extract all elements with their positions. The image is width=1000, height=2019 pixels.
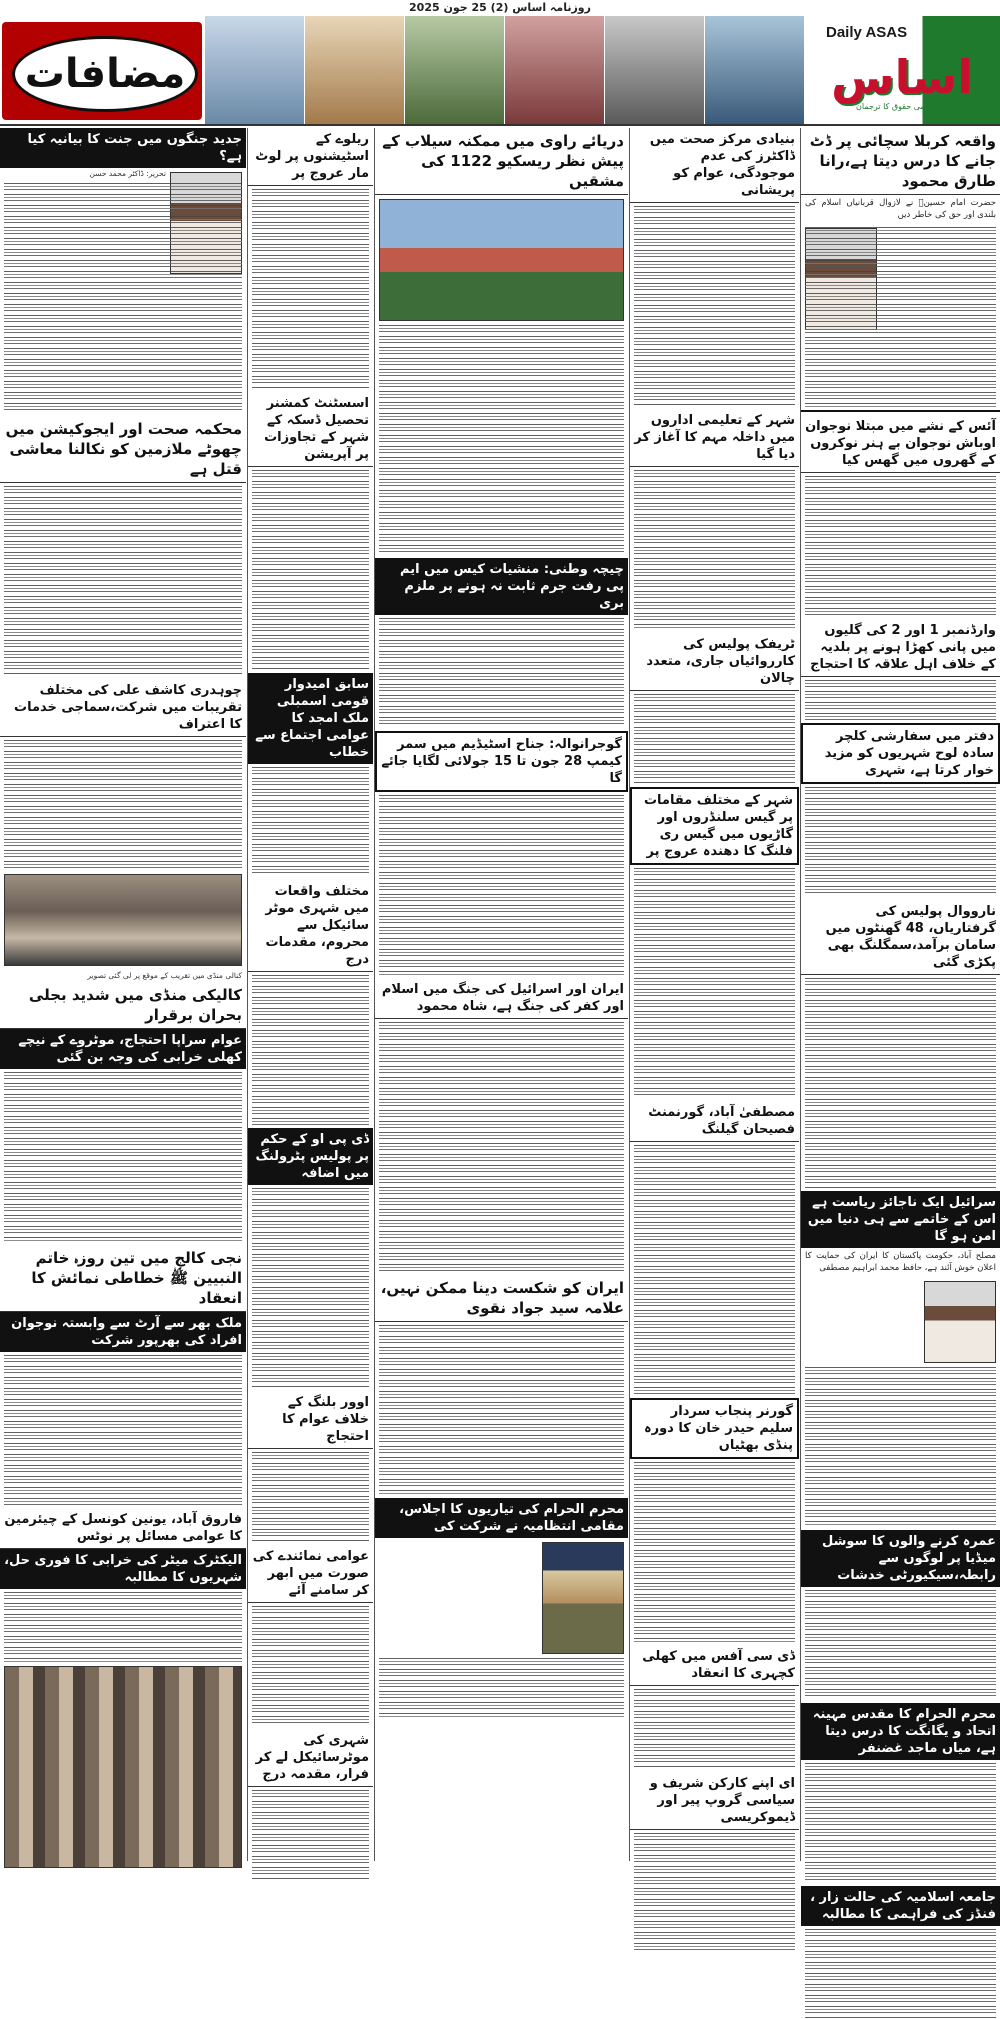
article-text	[379, 795, 624, 975]
column-rule	[247, 128, 248, 1861]
masthead-photo	[504, 16, 604, 124]
subheadline: مصلح آباد، حکومت پاکستان کا ایران کی حمایت کا اعلان خوش آئند ہے، حافظ محمد ابراہیم مصطفی	[805, 1251, 996, 1273]
article-text	[252, 1188, 369, 1388]
article-text	[379, 1325, 624, 1495]
headline: عمرہ کرنے والوں کا سوشل میڈیا پر لوگوں سے رابطہ،سیکیورٹی خدشات	[801, 1530, 1000, 1587]
article-text	[379, 618, 624, 728]
article-text	[4, 183, 242, 413]
headline: وارڈنمبر 1 اور 2 کی گلیوں میں پانی کھڑا ہونے پر بلدیہ کے خلاف اہل علاقہ کا احتجاج	[801, 619, 1000, 677]
headline: بنیادی مرکز صحت میں ڈاکٹرز کی عدم موجودگی، عوام کو پریشانی	[630, 128, 799, 203]
subheadline: حضرت امام حسینؓ نے لازوال قربانیاں اسلام کی بلندی اور حق کی خاطر دیں	[805, 198, 996, 220]
group-photo	[4, 874, 242, 966]
headline: گوجرانوالہ: جناح اسٹیڈیم میں سمر کیمپ 28 جون تا 15 جولائی لگایا جائے گا	[375, 731, 628, 792]
masthead-photo	[404, 16, 504, 124]
article-text	[379, 325, 624, 555]
column-3	[375, 128, 628, 1861]
article-text	[4, 740, 242, 870]
section-title-oval	[12, 36, 198, 112]
article-text	[4, 1592, 242, 1662]
brand-tagline: عوامی حقوق کا ترجمان	[856, 102, 936, 111]
article-text	[634, 1462, 795, 1642]
headline: محکمہ صحت اور ایجوکیشن میں چھوٹے ملازمین کو نکالنا معاشی قتل ہے	[0, 416, 246, 483]
headline: نجی کالج میں تین روزہ خاتم النبیین ﷺ خطاطی نمائش کا انعقاد	[0, 1245, 246, 1312]
newspaper-page	[0, 128, 1000, 1922]
headline: ملک بھر سے آرٹ سے وابستہ نوجوان افراد کی بھرپور شرکت	[0, 1312, 246, 1352]
divider	[801, 410, 1000, 412]
headline: اسسٹنٹ کمشنر تحصیل ڈسکہ کے شہر کے تجاوزات پر آپریشن	[248, 392, 373, 467]
masthead	[0, 16, 1000, 126]
byline: تحریر: ڈاکٹر محمد حسن	[89, 169, 166, 178]
article-text	[252, 1452, 369, 1542]
headline: نارووال پولیس کی گرفتاریاں، 48 گھنٹوں میں سامان برآمد،سمگلنگ بھی پکڑی گئی	[801, 900, 1000, 975]
article-text	[4, 486, 242, 676]
article-text	[634, 1833, 795, 1953]
article-text	[805, 1367, 996, 1527]
column-rule	[800, 128, 801, 1861]
headline: واقعہ کربلا سچائی پر ڈٹ جانے کا درس دیتا ہے،رانا طارق محمود	[801, 128, 1000, 195]
article-text	[634, 206, 795, 406]
headline: چوہدری کاشف علی کی مختلف تقریبات میں شرکت،سماجی خدمات کا اعتراف	[0, 679, 246, 737]
section-title-box	[2, 22, 202, 120]
headline: عوام سراپا احتجاج، موٹروے کے نیچے کھلی خرابی کی وجہ بن گئی	[0, 1029, 246, 1069]
article-text	[252, 975, 369, 1125]
column-4	[248, 128, 373, 1861]
column-1	[801, 128, 1000, 1922]
brand-en: Daily ASAS	[826, 24, 908, 41]
column-rule	[629, 128, 630, 1861]
article-text	[379, 1658, 624, 1718]
article-text	[634, 868, 795, 1098]
article-text	[805, 476, 996, 616]
headline: چیچہ وطنی: منشیات کیس میں ایم پی رفت جرم ثابت نہ ہونے پر ملزم بری	[375, 558, 628, 615]
article-text	[252, 767, 369, 877]
headline: محرم الحرام کا مقدس مہینہ اتحاد و یگانگت کا درس دیتا ہے، میاں ماجد غضنفر	[801, 1703, 1000, 1760]
article-text	[805, 1763, 996, 1883]
headline: مصطفیٰ آباد، گورنمنٹ فصیحان گیلنگ	[630, 1101, 799, 1142]
headline: جامعہ اسلامیہ کی حالت زار ، فنڈز کی فراہمی کا مطالبہ	[801, 1886, 1000, 1926]
headline: محرم الحرام کی تیاریوں کا اجلاس، مقامی انتظامیہ نے شرکت کی	[375, 1498, 628, 1538]
headline: شہری کی موٹرسائیکل لے کر فرار، مقدمہ درج	[248, 1729, 373, 1787]
headline: آئس کے نشے میں مبتلا نوجوان اوباش نوجوان بے ہنر نوکروں کے گھروں میں گھس کیا	[801, 415, 1000, 473]
group-photo	[4, 1666, 242, 1868]
headline: دریائے راوی میں ممکنہ سیلاب کے پیش نظر ریسکیو 1122 کی مشقیں	[375, 128, 628, 195]
headline: شہر کے مختلف مقامات پر گیس سلنڈروں اور گاڑیوں میں گیس ری فلنگ کا دھندہ عروج پر	[630, 787, 799, 865]
headline: الیکٹرک میٹر کی خرابی کا فوری حل، شہریوں کا مطالبہ	[0, 1549, 246, 1589]
headline: ڈی پی او کے حکم پر پولیس پٹرولنگ میں اضافہ	[248, 1128, 373, 1185]
photo-caption: کنالی منڈی میں تقریب کے موقع پر لی گئی تصویر	[87, 971, 242, 980]
article-text	[805, 978, 996, 1188]
article-text	[252, 1790, 369, 1880]
headline: اوور بلنگ کے خلاف عوام کا احتجاج	[248, 1391, 373, 1449]
headline: ریلوے کے اسٹیشنوں پر لوٹ مار عروج پر	[248, 128, 373, 186]
column-5	[0, 128, 246, 1861]
headline: دفتر میں سفارشی کلچر سادہ لوح شہریوں کو مزید خوار کرتا ہے، شہری	[801, 723, 1000, 784]
headline: ایران اور اسرائیل کی جنگ میں اسلام اور کفر کی جنگ ہے، شاہ محمود	[375, 978, 628, 1019]
headline: ڈی سی آفس میں کھلی کچہری کا انعقاد	[630, 1645, 799, 1686]
headline: سابق امیدوار قومی اسمبلی ملک امجد کا عوامی اجتماع سے خطاب	[248, 673, 373, 764]
article-text	[805, 787, 996, 897]
masthead-photo	[704, 16, 804, 124]
headline: شہر کے تعلیمی اداروں میں داخلہ مہم کا آغاز کر دیا گیا	[630, 409, 799, 467]
section-title: مضافات	[24, 51, 186, 97]
masthead-photo	[204, 16, 304, 124]
column-2	[630, 128, 799, 1861]
brand-logo: اساس	[831, 50, 973, 104]
headline: کالیکی منڈی میں شدید بجلی بحران برقرار	[0, 982, 246, 1029]
article-text	[805, 680, 996, 720]
article-text	[805, 1929, 996, 2019]
article-text	[4, 1072, 242, 1242]
article-text	[252, 470, 369, 670]
masthead-photo-strip	[204, 16, 804, 124]
article-text	[634, 470, 795, 630]
headline: عوامی نمائندے کی صورت میں ابھر کر سامنے آئے	[248, 1545, 373, 1603]
masthead-photo	[604, 16, 704, 124]
headline: سرائیل ایک ناجائز ریاست ہے اس کے خاتمے سے ہی دنیا میں امن ہو گا	[801, 1191, 1000, 1248]
headline: ای اپنے کارکن شریف و سیاسی گروپ پیر اور ڈیموکریسی	[630, 1772, 799, 1830]
column-rule	[374, 128, 375, 1861]
article-text	[634, 1689, 795, 1769]
article-text	[634, 694, 795, 784]
headline: فاروق آباد، یونین کونسل کے چیئرمین کا عوامی مسائل پر نوٹس	[0, 1508, 246, 1549]
headline: مختلف واقعات میں شہری موٹر سائیکل سے محروم، مقدمات درج	[248, 880, 373, 972]
dateline: روزنامہ اساس (2) 25 جون 2025	[409, 1, 591, 14]
article-text	[252, 1606, 369, 1726]
article-text	[4, 1355, 242, 1505]
headline: گورنر پنجاب سردار سلیم حیدر خان کا دورہ پنڈی بھٹیاں	[630, 1398, 799, 1459]
news-photo	[379, 199, 624, 321]
headline: ٹریفک پولیس کی کارروائیاں جاری، متعدد چالان	[630, 633, 799, 691]
article-text	[805, 1590, 996, 1700]
article-text	[805, 227, 996, 407]
headline: جدید جنگوں میں جنت کا بیانیہ کیا ہے؟	[0, 128, 246, 168]
brand-block	[806, 16, 1000, 124]
portrait-photo	[542, 1542, 624, 1654]
headline: ایران کو شکست دینا ممکن نہیں، علامہ سید جواد نقوی	[375, 1275, 628, 1322]
article-text	[252, 189, 369, 389]
article-text	[634, 1145, 795, 1395]
masthead-photo	[304, 16, 404, 124]
article-text	[379, 1022, 624, 1272]
portrait-photo	[924, 1281, 996, 1363]
